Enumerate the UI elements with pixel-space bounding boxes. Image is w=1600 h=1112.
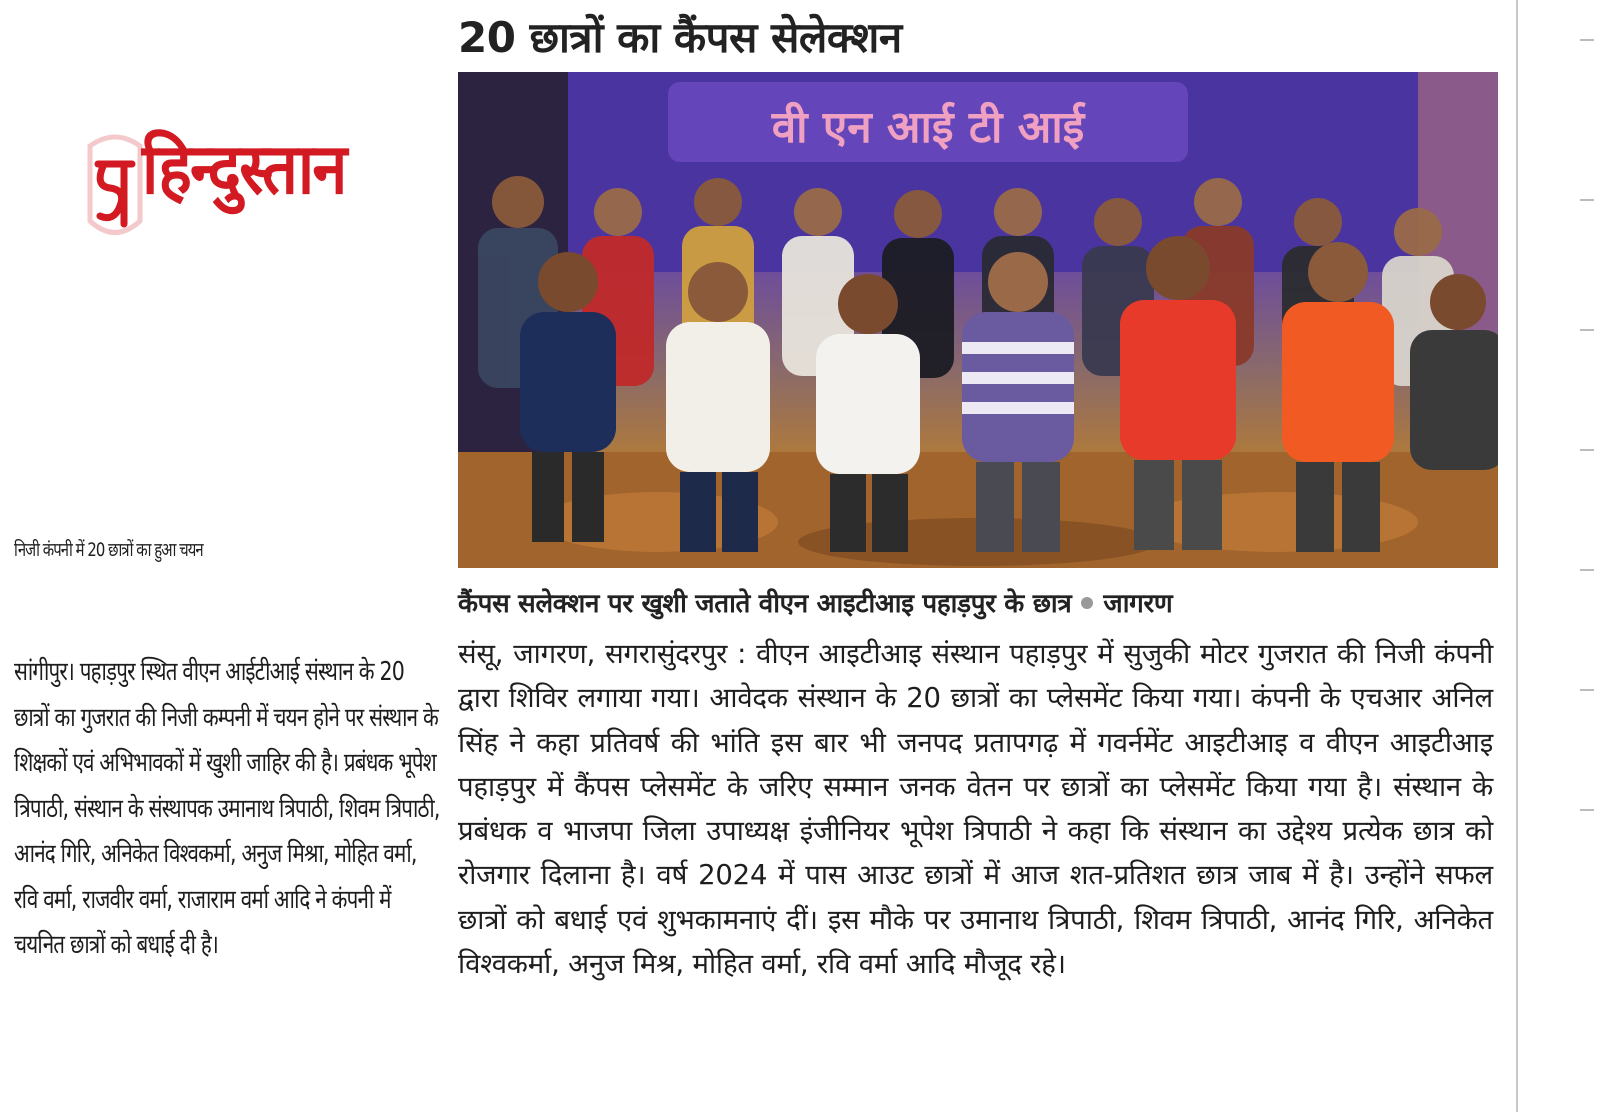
jagran-clipping xyxy=(452,0,1522,1112)
hindustan-clipping xyxy=(0,0,450,1112)
page-edge-rule xyxy=(1516,0,1518,1112)
scan-edge-marks xyxy=(1560,0,1600,1112)
bullet-icon xyxy=(1081,597,1093,609)
hindustan-logo xyxy=(80,112,400,272)
caption-text: कैंपस सलेक्शन पर खुशी जताते वीएन आइटीआइ पहाड़पुर के छात्र xyxy=(458,589,1072,619)
group-photo xyxy=(458,72,1498,568)
group-photo-illustration xyxy=(458,72,1498,568)
left-article-body: सांगीपुर। पहाड़पुर स्थित वीएन आईटीआई संस्थान के 20 छात्रों का गुजरात की निजी कम्पनी में चयन होने पर संस्थान के शिक्षकों एवं अभिभावकों में खुशी जाहिर की है। प्रबंधक भूपेश त्रिपाठी, संस्थान के संस्थापक उमानाथ त्रिपाठी, शिवम त्रिपाठी, आनंद गिरि, अनिकेत विश्वकर्मा, अनुज मिश्रा, मोहित वर्मा, रवि वर्मा, राजवीर वर्मा, राजाराम वर्मा आदि ने कंपनी में चयनित छात्रों को बधाई दी है। xyxy=(14,657,440,960)
banner-text: वी एन आई टी आई xyxy=(771,102,1085,153)
article-headline: 20 छात्रों का कैंपस सेलेक्शन xyxy=(458,13,902,62)
caption-credit: जागरण xyxy=(1103,589,1173,619)
left-headline: निजी कंपनी में 20 छात्रों का हुआ चयन xyxy=(14,539,203,561)
photo-caption xyxy=(458,584,1172,620)
hindustan-logo-text: हिन्दुस्तान xyxy=(142,128,346,210)
hindustan-logo-mark-icon xyxy=(80,126,150,246)
article-body: संसू, जागरण, सगरासुंदरपुर : वीएन आइटीआइ संस्थान पहाड़पुर में सुजुकी मोटर गुजरात की निजी कंपनी द्वारा शिविर लगाया गया। आवेदक संस्थान के 20 छात्रों का प्लेसमेंट किया गया। कंपनी के एचआर अनिल सिंह ने कहा प्रतिवर्ष की भांति इस बार भी जनपद प्रतापगढ़ में गवर्नमेंट आइटीआइ व वीएन आइटीआइ पहाड़पुर में कैंपस प्लेसमेंट के जरिए सम्मान जनक वेतन पर छात्रों का प्लेसमेंट किया गया है। संस्थान के प्रबंधक व भाजपा जिला उपाध्यक्ष इंजीनियर भूपेश त्रिपाठी ने कहा कि संस्थान का उद्देश्य प्रत्येक छात्र को रोजगार दिलाना है। वर्ष 2024 में पास आउट छात्रों में आज शत-प्रतिशत छात्र जाब में है। उन्होंने सफल छात्रों को बधाई एवं शुभकामनाएं दीं। इस मौके पर उमानाथ त्रिपाठी, शिवम त्रिपाठी, आनंद गिरि, अनिकेत विश्वकर्मा, अनुज मिश्र, मोहित वर्मा, रवि वर्मा आदि मौजूद रहे। xyxy=(458,638,1493,981)
